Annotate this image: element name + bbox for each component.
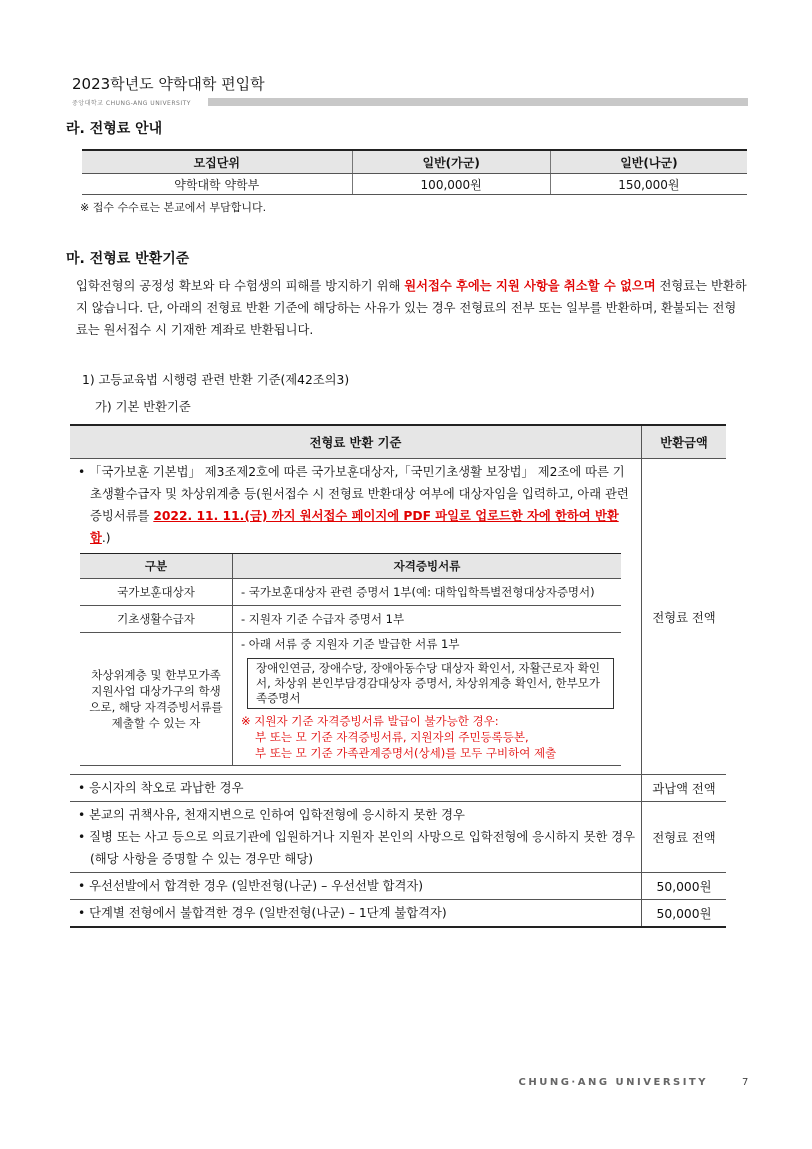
refund-col-criteria: 전형료 반환 기준 bbox=[70, 425, 642, 459]
priority-text: 우선선발에서 합격한 경우 (일반전형(나군) – 우선선발 합격자) bbox=[89, 879, 424, 893]
fee-table-header bbox=[82, 150, 747, 174]
bullet-item: • 우선선발에서 합격한 경우 (일반전형(나군) – 우선선발 합격자) bbox=[78, 879, 424, 893]
refund-row-unable-text bbox=[70, 802, 642, 873]
stage-fail-text: 단계별 전형에서 불합격한 경우 (일반전형(나군) – 1단계 불합격자) bbox=[89, 906, 447, 920]
eligible-text-1: 「국가보훈 기본법」 제3조제2호에 따른 국가보훈대상자,「국민기초생활 보장법」 제2조에 따른 기초생활수급자 및 차상위계층 등(원서접수 시 전형료 반환대상 여부에 대상자임을 입력하고, 아래 관련 증빙서류를 bbox=[89, 465, 629, 523]
refund-row-eligible-text bbox=[70, 459, 642, 775]
documents-table-header bbox=[80, 554, 621, 579]
fee-cell-na: 150,000원 bbox=[550, 174, 747, 195]
refund-row-eligible bbox=[70, 459, 726, 775]
documents-row-value: - 국가보훈대상자 관련 증명서 1부(예: 대학입학특별전형대상자증명서) bbox=[233, 579, 622, 606]
header-subtitle: 중앙대학교 CHUNG-ANG UNIVERSITY bbox=[72, 100, 191, 107]
documents-row3-intro: - 아래 서류 중 지원자 기준 발급한 서류 1부 bbox=[241, 637, 460, 651]
documents-col-category: 구분 bbox=[80, 554, 233, 579]
refund-intro-paragraph bbox=[76, 275, 748, 341]
bullet-item: • 응시자의 착오로 과납한 경우 bbox=[78, 781, 244, 795]
subsection-1-label: 1) 고등교육법 시행령 관련 반환 기준(제42조의3) bbox=[82, 373, 350, 387]
section-heading-fee-info: 라. 전형료 안내 bbox=[66, 121, 163, 137]
fee-table bbox=[82, 149, 747, 195]
footer-university: CHUNG·ANG UNIVERSITY bbox=[518, 1077, 708, 1088]
refund-row-overpaid-amount: 과납액 전액 bbox=[642, 775, 727, 802]
refund-table-header bbox=[70, 425, 726, 459]
fee-note: ※ 접수 수수료는 본교에서 부담합니다. bbox=[80, 201, 267, 214]
refund-row-overpaid-text bbox=[70, 775, 642, 802]
documents-note-1: ※ 지원자 기준 자격증빙서류 발급이 불가능한 경우: bbox=[241, 714, 499, 728]
fee-cell-ga: 100,000원 bbox=[352, 174, 550, 195]
intro-text-2: 전형료는 반환하지 않습니다. 단, 아래의 전형료 반환 기준에 해당하는 사유가 있는 경우 전형료의 전부 또는 일부를 반환하며, 환불되는 전형료는 원서접수 시 기재한 계좌로 반환됩니다. bbox=[76, 279, 747, 337]
refund-col-amount: 반환금액 bbox=[642, 425, 727, 459]
documents-row bbox=[80, 579, 621, 606]
documents-row-value bbox=[233, 633, 622, 766]
documents-note-3: 부 또는 모 기준 가족관계증명서(상세)를 모두 구비하여 제출 bbox=[255, 746, 557, 760]
fee-col-unit: 모집단위 bbox=[82, 150, 352, 174]
documents-row-value: - 지원자 기준 수급자 증명서 1부 bbox=[233, 606, 622, 633]
fee-table-row bbox=[82, 174, 747, 195]
eligible-text-red: 2022. 11. 11.(금) 까지 원서접수 페이지에 PDF 파일로 업로드한 자에 한하여 반환함 bbox=[90, 509, 619, 545]
refund-row-unable-amount: 전형료 전액 bbox=[642, 802, 727, 873]
eligible-text-end: .) bbox=[101, 531, 111, 545]
fee-cell-unit: 약학대학 약학부 bbox=[82, 174, 352, 195]
refund-row-eligible-amount: 전형료 전액 bbox=[642, 459, 727, 775]
fee-col-general-ga: 일반(가군) bbox=[352, 150, 550, 174]
intro-text-1: 입학전형의 공정성 확보와 타 수험생의 피해를 방지하기 위해 bbox=[76, 279, 405, 293]
documents-row-key: 차상위계층 및 한부모가족 지원사업 대상가구의 학생으로, 해당 자격증빙서류를 제출할 수 있는 자 bbox=[80, 633, 233, 766]
fee-col-general-na: 일반(나군) bbox=[550, 150, 747, 174]
documents-box: 장애인연금, 장애수당, 장애아동수당 대상자 확인서, 자활근로자 확인서, 차상위 본인부담경감대상자 증명서, 차상위계층 확인서, 한부모가족증명서 bbox=[247, 658, 614, 709]
refund-row-unable bbox=[70, 802, 726, 873]
overpaid-text: 응시자의 착오로 과납한 경우 bbox=[89, 781, 244, 795]
subsection-1a-label: 가) 기본 반환기준 bbox=[95, 400, 191, 414]
refund-row-priority bbox=[70, 873, 726, 900]
header-divider-bar bbox=[208, 98, 748, 106]
documents-row bbox=[80, 633, 621, 766]
page-header-title: 2023학년도 약학대학 편입학 bbox=[72, 75, 265, 93]
intro-text-red: 원서접수 후에는 지원 사항을 취소할 수 없으며 bbox=[404, 279, 656, 293]
documents-row-key: 기초생활수급자 bbox=[80, 606, 233, 633]
bullet-item: • 질병 또는 사고 등으로 의료기관에 입원하거나 지원자 본인의 사망으로 입학전형에 응시하지 못한 경우(해당 사항을 증명할 수 있는 경우만 해당) bbox=[78, 830, 635, 866]
documents-row-key: 국가보훈대상자 bbox=[80, 579, 233, 606]
bullet-item: • 「국가보훈 기본법」 제3조제2호에 따른 국가보훈대상자,「국민기초생활 보장법」 제2조에 따른 기초생활수급자 및 차상위계층 등(원서접수 시 전형료 반환대상 여부에 대상자임을 입력하고, 아래 관련 증빙서류를 2022. 11. 11.(금) 까지 원서접수 페이지에 PDF 파일로 업로드한 자에 한하여 반환함.) bbox=[78, 465, 629, 545]
refund-row-stage-fail-text bbox=[70, 900, 642, 928]
unable-text-b: 질병 또는 사고 등으로 의료기관에 입원하거나 지원자 본인의 사망으로 입학전형에 응시하지 못한 경우(해당 사항을 증명할 수 있는 경우만 해당) bbox=[89, 830, 635, 866]
documents-row bbox=[80, 606, 621, 633]
refund-criteria-table bbox=[70, 424, 726, 928]
refund-row-stage-fail bbox=[70, 900, 726, 928]
documents-col-proof: 자격증빙서류 bbox=[233, 554, 622, 579]
refund-row-priority-amount: 50,000원 bbox=[642, 873, 727, 900]
bullet-item: • 본교의 귀책사유, 천재지변으로 인하여 입학전형에 응시하지 못한 경우 bbox=[78, 808, 465, 822]
documents-note-2: 부 또는 모 기준 자격증빙서류, 지원자의 주민등록등본, bbox=[255, 730, 529, 744]
refund-row-stage-fail-amount: 50,000원 bbox=[642, 900, 727, 928]
section-heading-refund: 마. 전형료 반환기준 bbox=[66, 251, 190, 267]
documents-table bbox=[80, 553, 621, 766]
unable-text-a: 본교의 귀책사유, 천재지변으로 인하여 입학전형에 응시하지 못한 경우 bbox=[89, 808, 465, 822]
refund-row-priority-text bbox=[70, 873, 642, 900]
bullet-item: • 단계별 전형에서 불합격한 경우 (일반전형(나군) – 1단계 불합격자) bbox=[78, 906, 447, 920]
refund-row-overpaid bbox=[70, 775, 726, 802]
page-number: 7 bbox=[742, 1077, 749, 1088]
